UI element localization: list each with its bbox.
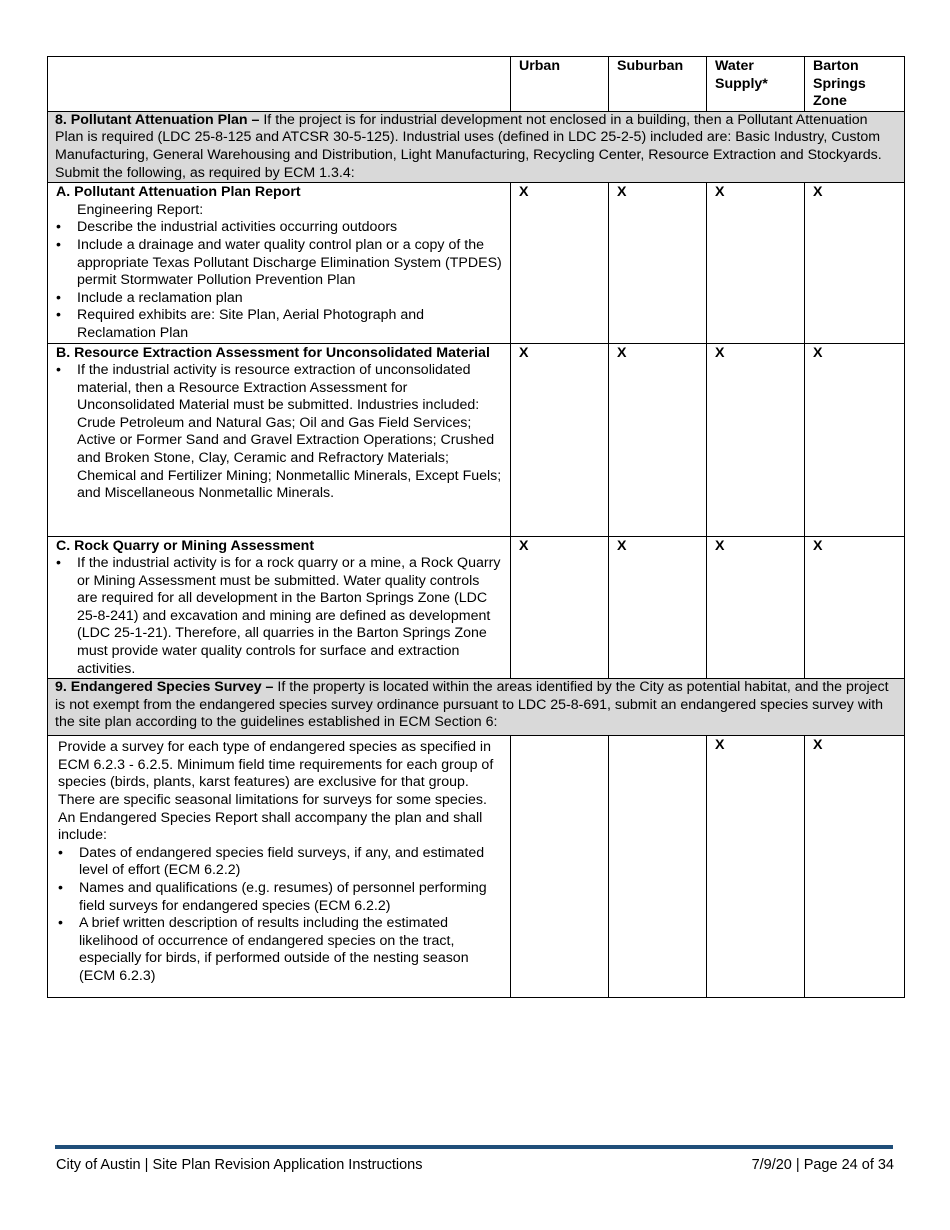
list-item: • A brief written description of results including the estimated likelihood of occurrence of endangered species on the tract, especially for birds, if performed outside of the nesting season (ECM 6.2.3) [58,915,502,985]
survey-intro: Provide a survey for each type of endangered species as specified in ECM 6.2.3 - 6.2.5. Minimum field time requirements for each group of species (birds, plants, karst features) are exclusive for that group. There are specific seasonal limitations for surveys for some species. An Endangered Species Report shall accompany the plan and shall include: [58,739,494,844]
requirement-8b-title: B. Resource Extraction Assessment for Unconsolidated Material [56,344,490,361]
section-9-header [48,679,905,736]
footer-page-number: 7/9/20 | Page 24 of 34 [751,1157,894,1173]
mark-suburban: X [609,536,707,679]
section-8-title: 8. Pollutant Attenuation Plan – [55,111,260,128]
requirement-8c-title: C. Rock Quarry or Mining Assessment [56,537,315,554]
mark-barton-springs-zone: X [805,536,905,679]
table-row [48,736,905,998]
requirement-8b-list [56,362,502,503]
table-row [48,183,905,343]
mark-urban: X [511,343,609,536]
section-9-text: If the property is located within the areas identified by the City as potential habitat, and the project is not exempt from the endangered species survey ordinance pursuant to LDC 25-8-691, submit an endangered species survey with the site plan according to the guidelines established in ECM Section 6: [55,679,889,731]
mark-suburban: X [609,343,707,536]
list-item: • Dates of endangered species field surveys, if any, and estimated level of effort (ECM 6.2.2) [58,845,502,880]
list-item: • Required exhibits are: Site Plan, Aerial Photograph and Reclamation Plan [56,307,502,342]
mark-barton-springs-zone: X [805,183,905,343]
requirement-8a [48,183,511,343]
footer-rule [55,1145,893,1149]
requirement-8c [48,536,511,679]
requirements-table [47,56,905,998]
list-item: • If the industrial activity is resource extraction of unconsolidated material, then a Resource Extraction Assessment for Unconsolidated Material must be submitted. Industries included: Crude Petroleum and Natural Gas; Oil and Gas Field Services; Active or Former Sand and Gravel Extraction Operations; Crushed and Broken Stone, Clay, Ceramic and Refractory Materials; Chemical and Fertilizer Mining; Nonmetallic Minerals, Except Fuels; and Miscellaneous Nonmetallic Minerals. [56,362,502,503]
requirement-8a-list [56,219,502,342]
mark-barton-springs-zone: X [805,736,905,998]
mark-urban: X [511,536,609,679]
mark-water-supply: X [707,343,805,536]
section-8-text: If the project is for industrial development not enclosed in a building, then a Pollutant Attenuation Plan is required (LDC 25-8-125 and ATCSR 30-5-125). Industrial uses (defined in LDC 25-2-5) included are: Basic Industry, Custom Manufacturing, General Warehousing and Distribution, Light Manufacturing, Recycling Center, Resource Extraction and Stockyards. Submit the following, as required by ECM 1.3.4: [55,111,882,181]
mark-water-supply: X [707,736,805,998]
mark-water-supply: X [707,536,805,679]
mark-urban [511,736,609,998]
mark-suburban [609,736,707,998]
requirement-8b [48,343,511,536]
endangered-species-requirement [48,736,511,998]
header-barton-springs-zone: Barton Springs Zone [805,57,905,112]
survey-list [58,845,502,986]
section-8-header-row [48,111,905,182]
mark-suburban: X [609,183,707,343]
footer-document-title: City of Austin | Site Plan Revision Application Instructions [56,1157,423,1173]
header-row [48,57,905,112]
list-item: • Include a reclamation plan [56,290,502,308]
list-item: • Names and qualifications (e.g. resumes) of personnel performing field surveys for endangered species (ECM 6.2.2) [58,880,502,915]
mark-water-supply: X [707,183,805,343]
mark-barton-springs-zone: X [805,343,905,536]
list-item: • Include a drainage and water quality control plan or a copy of the appropriate Texas Pollutant Discharge Elimination System (TPDES) permit Stormwater Pollution Prevention Plan [56,237,502,290]
list-item: • Describe the industrial activities occurring outdoors [56,219,502,237]
list-item: • If the industrial activity is for a rock quarry or a mine, a Rock Quarry or Mining Assessment must be submitted. Water quality controls are required for all development in the Barton Springs Zone (LDC 25-8-241) and excavation and mining are defined as development (LDC 25-1-21). Therefore, all quarries in the Barton Springs Zone must provide water quality controls for surface and extraction activities. [56,555,502,678]
requirement-8c-list [56,555,502,678]
table-row [48,343,905,536]
header-blank-cell [48,57,511,112]
requirement-8a-title: A. Pollutant Attenuation Plan Report [56,184,301,201]
section-8-header [48,111,905,182]
header-urban: Urban [511,57,609,112]
header-suburban: Suburban [609,57,707,112]
section-9-header-row [48,679,905,736]
mark-urban: X [511,183,609,343]
section-9-title: 9. Endangered Species Survey – [55,679,274,696]
requirement-8a-subtitle: Engineering Report: [77,201,204,218]
table-row [48,536,905,679]
header-water-supply: Water Supply* [707,57,805,112]
